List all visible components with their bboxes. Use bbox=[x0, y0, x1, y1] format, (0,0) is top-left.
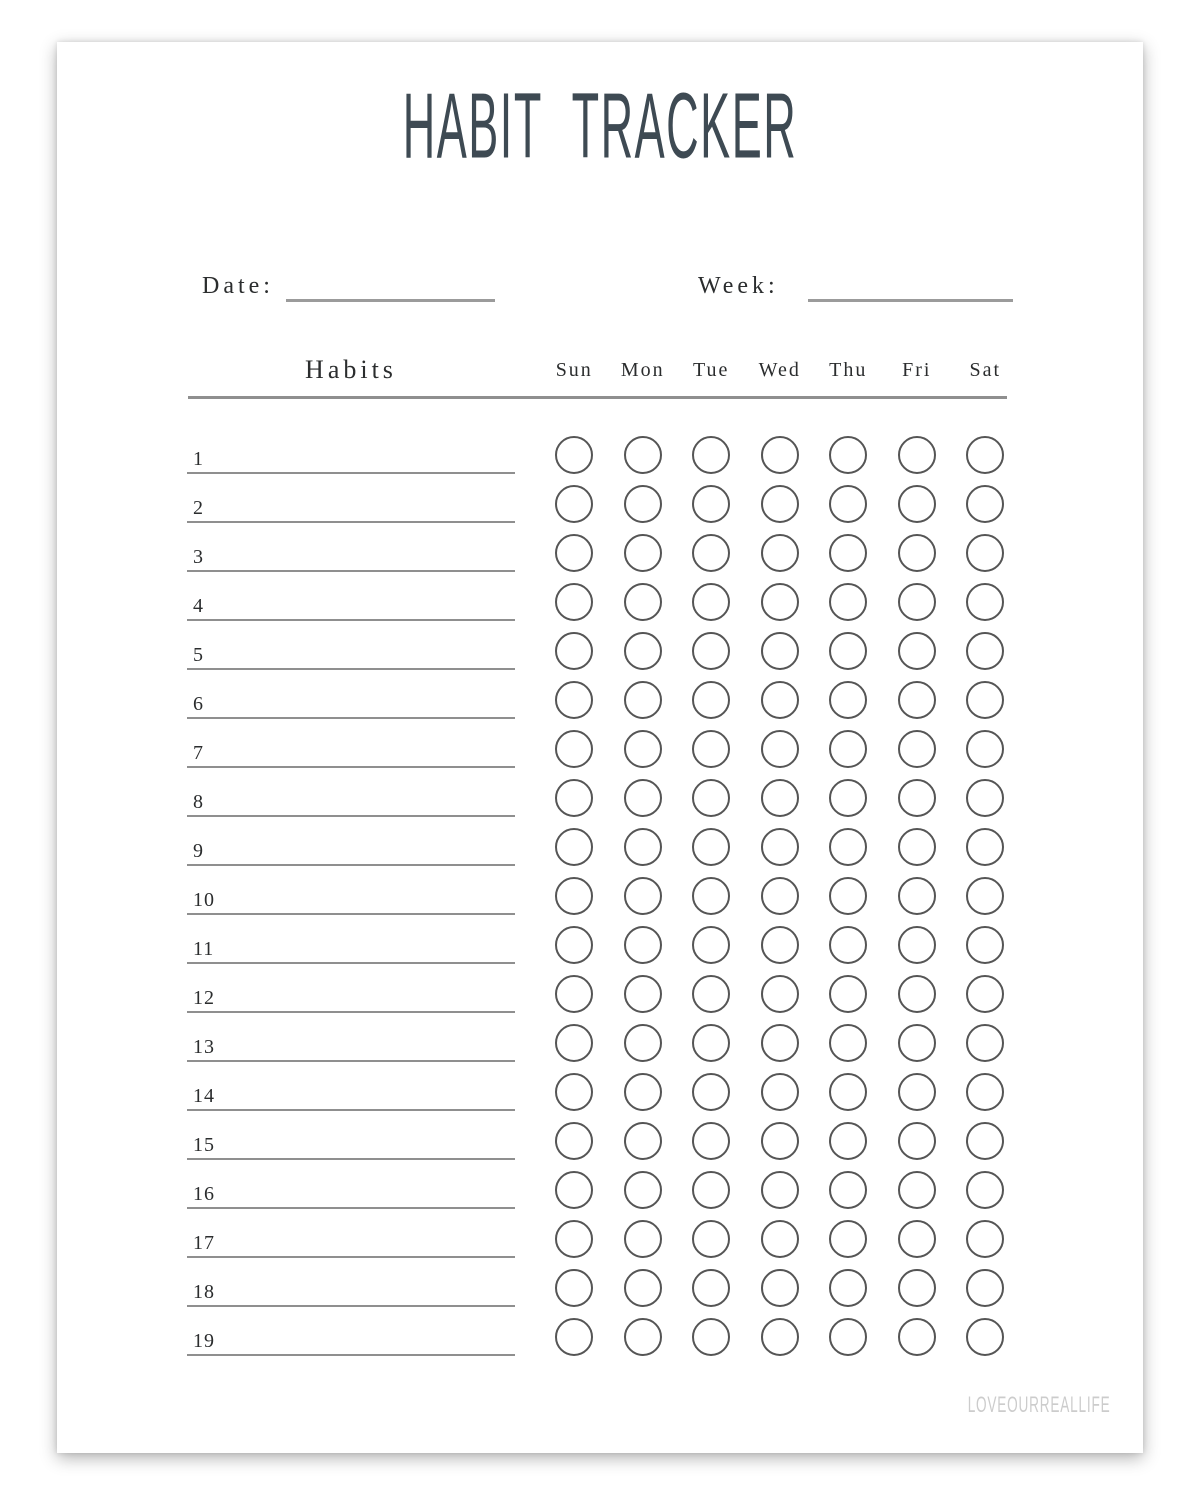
day-circle[interactable] bbox=[761, 632, 799, 670]
day-circle[interactable] bbox=[761, 1269, 799, 1307]
day-circle[interactable] bbox=[624, 1318, 662, 1356]
habit-row bbox=[57, 926, 1143, 975]
day-circle[interactable] bbox=[829, 1024, 867, 1062]
day-circle[interactable] bbox=[555, 975, 593, 1013]
day-circle[interactable] bbox=[898, 926, 936, 964]
page-title: HABIT TRACKER bbox=[402, 73, 798, 178]
day-circle[interactable] bbox=[829, 1318, 867, 1356]
habit-row bbox=[57, 1171, 1143, 1220]
day-circle[interactable] bbox=[555, 828, 593, 866]
day-circle[interactable] bbox=[692, 1318, 730, 1356]
day-circle[interactable] bbox=[966, 485, 1004, 523]
day-circle[interactable] bbox=[761, 534, 799, 572]
day-circle[interactable] bbox=[898, 1122, 936, 1160]
day-header: Tue bbox=[693, 359, 730, 381]
day-circle[interactable] bbox=[692, 485, 730, 523]
day-circle[interactable] bbox=[692, 583, 730, 621]
day-circle[interactable] bbox=[692, 828, 730, 866]
habits-column-header: Habits bbox=[305, 355, 397, 384]
day-circle[interactable] bbox=[555, 1220, 593, 1258]
day-circle[interactable] bbox=[624, 583, 662, 621]
day-circle[interactable] bbox=[761, 681, 799, 719]
habit-rows bbox=[57, 436, 1143, 1367]
day-circle[interactable] bbox=[761, 583, 799, 621]
day-circle[interactable] bbox=[624, 1220, 662, 1258]
day-circle[interactable] bbox=[761, 1073, 799, 1111]
day-circle[interactable] bbox=[898, 877, 936, 915]
day-circle[interactable] bbox=[966, 583, 1004, 621]
day-circle[interactable] bbox=[898, 730, 936, 768]
day-circle[interactable] bbox=[829, 632, 867, 670]
day-circle[interactable] bbox=[898, 1269, 936, 1307]
day-circle[interactable] bbox=[829, 534, 867, 572]
habit-tracker-page bbox=[57, 42, 1143, 1453]
day-circle[interactable] bbox=[966, 1073, 1004, 1111]
day-circle[interactable] bbox=[692, 877, 730, 915]
day-circle[interactable] bbox=[898, 681, 936, 719]
row-number: 6 bbox=[193, 693, 204, 715]
row-number: 16 bbox=[193, 1183, 215, 1205]
day-circle[interactable] bbox=[966, 877, 1004, 915]
habit-name-field[interactable] bbox=[187, 730, 515, 768]
day-circle[interactable] bbox=[761, 975, 799, 1013]
row-number: 2 bbox=[193, 497, 204, 519]
day-circle[interactable] bbox=[966, 436, 1004, 474]
day-circle[interactable] bbox=[966, 1220, 1004, 1258]
day-header: Fri bbox=[902, 359, 932, 381]
day-circle[interactable] bbox=[761, 1220, 799, 1258]
day-circle[interactable] bbox=[624, 534, 662, 572]
day-circle[interactable] bbox=[898, 828, 936, 866]
day-circle[interactable] bbox=[761, 436, 799, 474]
day-headers bbox=[540, 360, 1020, 380]
day-circle[interactable] bbox=[966, 534, 1004, 572]
row-number: 9 bbox=[193, 840, 204, 862]
day-circle[interactable] bbox=[555, 485, 593, 523]
day-circle[interactable] bbox=[898, 1171, 936, 1209]
day-circle[interactable] bbox=[966, 926, 1004, 964]
row-number: 19 bbox=[193, 1330, 215, 1352]
day-circle[interactable] bbox=[829, 1171, 867, 1209]
row-number: 12 bbox=[193, 987, 215, 1009]
habit-name-field[interactable] bbox=[187, 975, 515, 1013]
day-circle[interactable] bbox=[761, 877, 799, 915]
day-circle[interactable] bbox=[692, 632, 730, 670]
day-circle[interactable] bbox=[692, 975, 730, 1013]
day-header: Wed bbox=[758, 359, 801, 381]
row-number: 5 bbox=[193, 644, 204, 666]
day-circle[interactable] bbox=[898, 485, 936, 523]
habit-name-field[interactable] bbox=[187, 485, 515, 523]
day-circle[interactable] bbox=[624, 436, 662, 474]
day-circle[interactable] bbox=[966, 828, 1004, 866]
day-circle[interactable] bbox=[829, 681, 867, 719]
day-circle[interactable] bbox=[624, 1269, 662, 1307]
habit-name-field[interactable] bbox=[187, 436, 515, 474]
day-circle[interactable] bbox=[829, 730, 867, 768]
habit-row bbox=[57, 1220, 1143, 1269]
day-circle[interactable] bbox=[624, 926, 662, 964]
day-circle[interactable] bbox=[692, 779, 730, 817]
day-circle[interactable] bbox=[555, 1122, 593, 1160]
date-input-line[interactable] bbox=[286, 299, 495, 302]
row-number: 3 bbox=[193, 546, 204, 568]
habit-row bbox=[57, 632, 1143, 681]
day-circle[interactable] bbox=[761, 1122, 799, 1160]
day-circle[interactable] bbox=[555, 583, 593, 621]
day-circle[interactable] bbox=[555, 1073, 593, 1111]
habit-name-field[interactable] bbox=[187, 1269, 515, 1307]
row-number: 15 bbox=[193, 1134, 215, 1156]
habit-name-field[interactable] bbox=[187, 926, 515, 964]
habit-name-field[interactable] bbox=[187, 877, 515, 915]
habit-row bbox=[57, 485, 1143, 534]
day-circle[interactable] bbox=[692, 730, 730, 768]
day-circle[interactable] bbox=[898, 779, 936, 817]
row-number: 17 bbox=[193, 1232, 215, 1254]
day-header: Thu bbox=[829, 359, 868, 381]
row-number: 4 bbox=[193, 595, 204, 617]
day-circle[interactable] bbox=[829, 1073, 867, 1111]
day-header: Sun bbox=[555, 359, 593, 381]
day-circle[interactable] bbox=[624, 877, 662, 915]
day-circle[interactable] bbox=[761, 926, 799, 964]
day-circle[interactable] bbox=[692, 534, 730, 572]
day-circle[interactable] bbox=[898, 1073, 936, 1111]
day-circle[interactable] bbox=[966, 681, 1004, 719]
day-circle[interactable] bbox=[898, 1220, 936, 1258]
habit-row bbox=[57, 1122, 1143, 1171]
habit-row bbox=[57, 828, 1143, 877]
habit-row bbox=[57, 1269, 1143, 1318]
habit-row bbox=[57, 877, 1143, 926]
header-rule bbox=[188, 396, 1007, 399]
day-circle[interactable] bbox=[624, 485, 662, 523]
day-circle[interactable] bbox=[761, 1024, 799, 1062]
day-circle[interactable] bbox=[761, 828, 799, 866]
day-circle[interactable] bbox=[829, 779, 867, 817]
day-circle[interactable] bbox=[624, 1024, 662, 1062]
habit-name-field[interactable] bbox=[187, 583, 515, 621]
day-circle[interactable] bbox=[761, 485, 799, 523]
day-circle[interactable] bbox=[555, 632, 593, 670]
row-number: 1 bbox=[193, 448, 204, 470]
row-number: 11 bbox=[193, 938, 215, 960]
habit-row bbox=[57, 1073, 1143, 1122]
day-circle[interactable] bbox=[761, 1171, 799, 1209]
day-circle[interactable] bbox=[692, 1269, 730, 1307]
day-circle[interactable] bbox=[966, 632, 1004, 670]
day-circle[interactable] bbox=[829, 1269, 867, 1307]
day-circle[interactable] bbox=[624, 1073, 662, 1111]
day-circle[interactable] bbox=[829, 485, 867, 523]
day-circle[interactable] bbox=[898, 1024, 936, 1062]
day-circle[interactable] bbox=[966, 975, 1004, 1013]
habit-name-field[interactable] bbox=[187, 828, 515, 866]
day-circle[interactable] bbox=[898, 1318, 936, 1356]
day-circle[interactable] bbox=[555, 877, 593, 915]
day-circle[interactable] bbox=[555, 534, 593, 572]
day-circle[interactable] bbox=[898, 975, 936, 1013]
habit-name-field[interactable] bbox=[187, 681, 515, 719]
day-circle[interactable] bbox=[555, 1171, 593, 1209]
day-circle[interactable] bbox=[829, 975, 867, 1013]
habit-name-field[interactable] bbox=[187, 1024, 515, 1062]
habit-name-field[interactable] bbox=[187, 1122, 515, 1160]
day-circle[interactable] bbox=[555, 436, 593, 474]
day-circle[interactable] bbox=[692, 926, 730, 964]
row-number: 8 bbox=[193, 791, 204, 813]
watermark: LOVEOURREALLIFE bbox=[967, 1392, 1110, 1418]
day-circle[interactable] bbox=[692, 1220, 730, 1258]
day-circle[interactable] bbox=[829, 436, 867, 474]
day-circle[interactable] bbox=[624, 681, 662, 719]
day-circle[interactable] bbox=[829, 1220, 867, 1258]
habit-row bbox=[57, 681, 1143, 730]
day-circle[interactable] bbox=[829, 926, 867, 964]
habit-row bbox=[57, 779, 1143, 828]
day-circle[interactable] bbox=[829, 583, 867, 621]
habit-name-field[interactable] bbox=[187, 632, 515, 670]
row-number: 10 bbox=[193, 889, 215, 911]
day-circle[interactable] bbox=[898, 534, 936, 572]
day-circle[interactable] bbox=[624, 1171, 662, 1209]
day-circle[interactable] bbox=[898, 436, 936, 474]
day-circle[interactable] bbox=[692, 1122, 730, 1160]
habit-row bbox=[57, 436, 1143, 485]
day-circle[interactable] bbox=[761, 1318, 799, 1356]
day-circle[interactable] bbox=[692, 436, 730, 474]
habit-row bbox=[57, 1318, 1143, 1367]
habit-name-field[interactable] bbox=[187, 1171, 515, 1209]
day-circle[interactable] bbox=[624, 828, 662, 866]
day-circle[interactable] bbox=[624, 779, 662, 817]
day-circle[interactable] bbox=[692, 1073, 730, 1111]
day-circle[interactable] bbox=[624, 975, 662, 1013]
day-circle[interactable] bbox=[624, 632, 662, 670]
day-circle[interactable] bbox=[692, 1171, 730, 1209]
date-label: Date: bbox=[202, 273, 274, 299]
day-circle[interactable] bbox=[966, 1269, 1004, 1307]
day-circle[interactable] bbox=[692, 1024, 730, 1062]
day-circle[interactable] bbox=[966, 1171, 1004, 1209]
row-number: 14 bbox=[193, 1085, 215, 1107]
day-circle[interactable] bbox=[966, 1318, 1004, 1356]
day-circle[interactable] bbox=[966, 1122, 1004, 1160]
week-label: Week: bbox=[698, 273, 779, 299]
day-circle[interactable] bbox=[555, 1269, 593, 1307]
day-circle[interactable] bbox=[829, 828, 867, 866]
day-circle[interactable] bbox=[829, 1122, 867, 1160]
day-circle[interactable] bbox=[898, 583, 936, 621]
day-circle[interactable] bbox=[898, 632, 936, 670]
habit-name-field[interactable] bbox=[187, 1318, 515, 1356]
row-number: 13 bbox=[193, 1036, 215, 1058]
day-header: Sat bbox=[969, 359, 1002, 381]
row-number: 7 bbox=[193, 742, 204, 764]
day-circle[interactable] bbox=[966, 730, 1004, 768]
habit-row bbox=[57, 1024, 1143, 1073]
day-circle[interactable] bbox=[555, 1318, 593, 1356]
habit-name-field[interactable] bbox=[187, 534, 515, 572]
day-circle[interactable] bbox=[555, 779, 593, 817]
day-circle[interactable] bbox=[555, 681, 593, 719]
week-input-line[interactable] bbox=[808, 299, 1013, 302]
habit-name-field[interactable] bbox=[187, 779, 515, 817]
day-header: Mon bbox=[620, 359, 665, 381]
habit-row bbox=[57, 730, 1143, 779]
habit-name-field[interactable] bbox=[187, 1073, 515, 1111]
day-circle[interactable] bbox=[555, 1024, 593, 1062]
day-circle[interactable] bbox=[555, 926, 593, 964]
day-circle[interactable] bbox=[829, 877, 867, 915]
day-circle[interactable] bbox=[692, 681, 730, 719]
row-number: 18 bbox=[193, 1281, 215, 1303]
day-circle[interactable] bbox=[761, 779, 799, 817]
day-circle[interactable] bbox=[966, 1024, 1004, 1062]
habit-row bbox=[57, 975, 1143, 1024]
habit-name-field[interactable] bbox=[187, 1220, 515, 1258]
day-circle[interactable] bbox=[624, 730, 662, 768]
habit-row bbox=[57, 534, 1143, 583]
day-circle[interactable] bbox=[761, 730, 799, 768]
day-circle[interactable] bbox=[624, 1122, 662, 1160]
habit-row bbox=[57, 583, 1143, 632]
day-circle[interactable] bbox=[966, 779, 1004, 817]
day-circle[interactable] bbox=[555, 730, 593, 768]
